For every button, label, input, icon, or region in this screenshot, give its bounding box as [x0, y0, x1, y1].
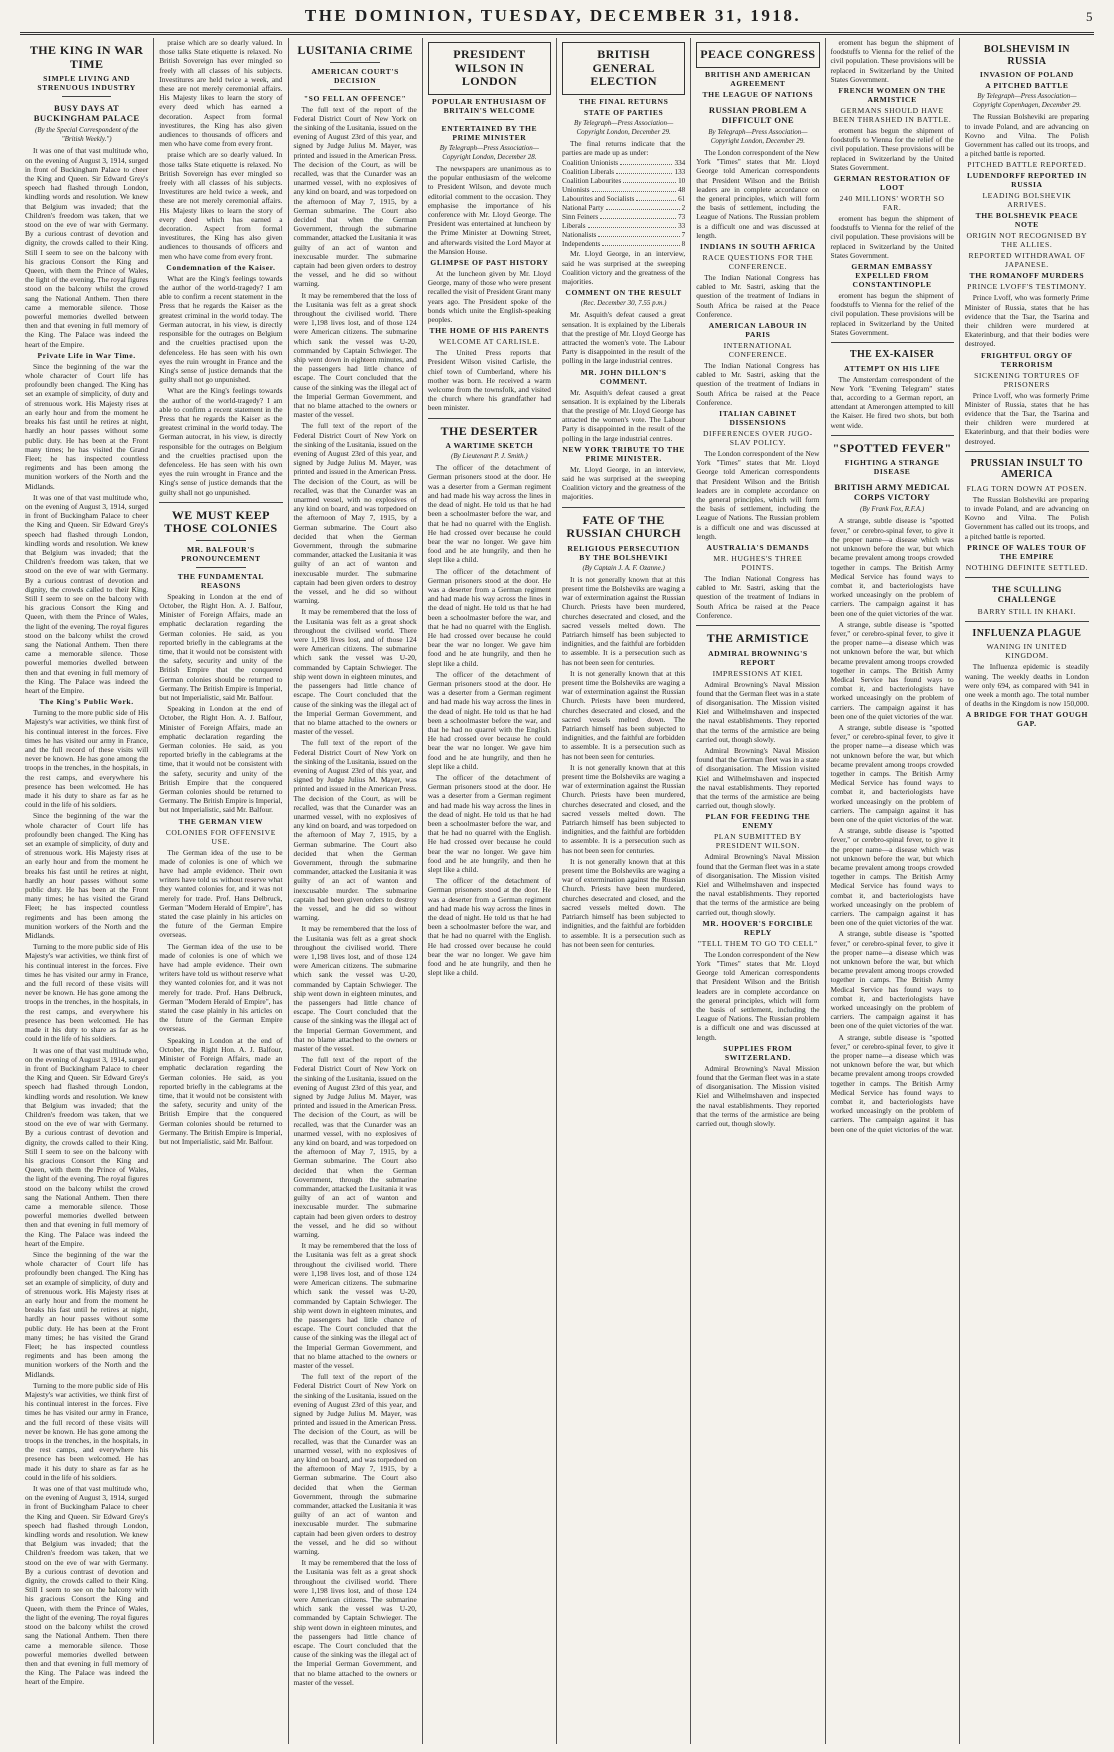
subhead: WELCOME AT CARLISLE. — [438, 337, 540, 347]
subhead: DIFFERENCES OVER JUGO-SLAV POLICY. — [702, 428, 813, 447]
dateline: By Telegraph—Press Association—Copyright London, December 29. — [573, 118, 674, 136]
section-heading: ATTEMPT ON HIS LIFE — [844, 363, 941, 373]
subhead: REPORTED WITHDRAWAL OF JAPANESE. — [968, 251, 1086, 270]
dateline: (Rec. December 30, 7.55 p.m.) — [580, 299, 667, 308]
divider — [330, 89, 379, 90]
article-body: The United Press reports that President Wilson visited Carlisle, the chief town of Cumberland, where his mother was born. He received a warm welcome from the townsfolk, and visited the church where his grandfather had been minister. — [427, 348, 551, 413]
party-seats: 73 — [678, 213, 686, 222]
headline-colonies: WE MUST KEEP THOSE COLONIES — [164, 507, 278, 536]
article-body: The final returns indicate that the parties are made up as under: — [562, 138, 686, 158]
article-body: Turning to the more public side of His Majesty's war activities, we think first of his continual interest in the forces. Five times he has visited our army in France, and the full record of these visits will never be known. He has gone among the troops in the trenches, in the hospitals, in the rest camps, and everywhere his presence has been welcomed. He has made it his duty to share as far as he could in the life of his soldiers. — [25, 942, 149, 1044]
article-body: The officer of the detachment of German prisoners stood at the door. He was a deserter from a German regiment and had made his way across the lines in the dead of night. He told us that he had been a schoolmaster before the war, and that he had no quarrel with the English. He had crossed over because he could bear the war no longer. We gave him food and he ate hungrily, and then he slept like a child. — [427, 876, 551, 978]
subhead: A BRIDGE FOR THAT GOUGH GAP. — [965, 710, 1088, 729]
article-body: It may be remembered that the loss of the Lusitania was felt as a great shock throughout the civilised world. There were 1,198 lives lost, and of those 124 were American citizens. The submarine which sank the vessel was U-20, commanded by Captain Schwieger. The ship went down in eighteen minutes, and the passengers had little chance of escape. The Court concluded that the cause of the sinking was the illegal act of the Imperial German Government, and that no blame attached to the owners or master of the vessel. — [293, 1558, 417, 1687]
dateline: (By Lieutenant P. J. Smith.) — [451, 452, 528, 461]
divider — [831, 435, 954, 436]
divider — [562, 507, 685, 508]
subhead: RACE QUESTIONS FOR THE CONFERENCE. — [702, 252, 814, 271]
divider — [428, 418, 551, 419]
leader-dots — [600, 213, 676, 219]
article-body: It is not generally known that at this present time the Bolsheviks are waging a war of extermination against the Russian Church. Priests have been murdered, churches desecrated and closed, and the sacred vessels melted down. The Patriarch himself has been subjected to indignities, and the faithful are forbidden to assemble. It is a persecution such as has not been seen for centuries. — [562, 762, 686, 855]
article-body: The London correspondent of the New York "Times" states that Mr. Lloyd George told American correspondents that President Wilson and the British leaders are in complete accordance on the general principles, which will form the basis of settlement, including the League of Nations. The Russian problem is a difficult one and was discussed at length. — [696, 448, 820, 541]
subhead: AUSTRALIA'S DEMANDS — [706, 543, 810, 552]
party-name: Coalition Unionists — [562, 159, 619, 168]
subhead: FRENCH WOMEN ON THE ARMISTICE — [838, 86, 946, 105]
article-body: The full text of the report of the Federal District Court of New York on the sinking of the Lusitania, issued on the evening of August 23rd of this year, and signed by Judge Julius M. Mayer, was printed and issued in the American Press. The decision of the Court, as will be recalled, was that the Cunarder was an unarmed vessel, with no explosives of any kind on board, and was torpedoed on the afternoon of May 7, 1915, by a German submarine. The Court also decided that when the German Government, through the submarine commander, attacked the Lusitania it was guilty of an act of wanton and inexcusable murder. The submarine captain had been given orders to destroy the vessel, and he did so without warning. — [293, 421, 417, 606]
divider — [196, 540, 245, 541]
party-seats: 61 — [678, 195, 686, 204]
columns — [20, 38, 1094, 1744]
article-body: It was one of that vast multitude who, on the evening of August 3, 1914, surged in front of Buckingham Palace to cheer the King and Queen. Sir Edward Grey's speech had flashed through London, kindling words and resolution. We knew that Belgium was invaded; that the Children's freedom was taken, that we stood on the eve of war with Germany. By a curious contrast of devotion and dignity, the crowds called to their King. Still I seem to see on the balcony with his gracious Consort the King and Queen, with them the Prince of Wales, the light of the evening. The royal figures stood on the balcony whilst the crowd sang the National Anthem. Then there came a memorable silence. Those powerful memories dwelled between then and that evening in full memory of the King. The Palace was indeed the heart of the Empire. — [25, 1045, 149, 1248]
article-body: The Influenza epidemic is steadily waning. The weekly deaths in London were only 694, as compared with 941 in one week a month ago. The total number of deaths in the Kingdom is now 150,000. — [964, 662, 1089, 709]
section-heading: BRITISH AND AMERICAN AGREEMENT — [705, 69, 811, 88]
subhead: ORIGIN NOT RECOGNISED BY THE ALLIES. — [966, 231, 1088, 250]
headline-prussian-insult: PRUSSIAN INSULT TO AMERICA — [970, 457, 1084, 481]
party-row — [562, 177, 685, 186]
subhead: PLAN SUBMITTED BY PRESIDENT WILSON. — [713, 832, 802, 851]
party-row — [562, 213, 685, 222]
masthead-rule — [20, 34, 1094, 35]
section-heading: IMPRESSIONS AT KIEL — [712, 668, 804, 678]
party-seats: 48 — [678, 186, 686, 195]
subhead: MR. HOOVER'S FORCIBLE REPLY — [702, 918, 814, 937]
article-body: The London correspondent of the New York "Times" states that Mr. Lloyd George told American correspondents that President Wilson and the British leaders are in complete accordance on the general principles, which will form the basis of settlement, including the League of Nations. The Russian problem is a difficult one and was discussed at length. — [696, 147, 820, 240]
section-heading: POPULAR ENTHUSIASM OF BRITAIN'S WELCOME — [432, 96, 547, 115]
section-heading: INVASION OF POLAND — [979, 70, 1074, 79]
subhead: NOTHING DEFINITE SETTLED. — [965, 562, 1089, 572]
subhead: PITCHED BATTLE REPORTED. — [967, 160, 1087, 170]
article-body: A strange, subtle disease is "spotted fever," or cerebro-spinal fever, to give it the proper name—a disease which was not unknown before the war, but which became prevalent among troops crowded together in camps. The British Army Medical Service has found ways to combat it, and bacteriologists have worked unceasingly on the problem of carriers. The campaign against it has been one of the quiet victories of the war. — [830, 619, 954, 721]
section-heading: BRITISH ARMY MEDICAL CORPS VICTORY — [834, 482, 950, 503]
subheadline: SIMPLE LIVING AND STRENUOUS INDUSTRY — [37, 74, 136, 92]
article-body: Speaking in London at the end of October, the Right Hon. A. J. Balfour, Minister of Foreign Affairs, made an emphatic declaration regarding the German colonies. He said, as you reported briefly in the cablegrams at the time, that it would not be consistent with the safety, security and unity of the British Empire that the conquered German colonies should be returned to Germany. The British Empire is Imperial, but not Imperialistic, said Mr. Balfour. — [159, 1035, 283, 1146]
divider — [159, 502, 282, 503]
article-body: The officer of the detachment of German prisoners stood at the door. He was a deserter from a German regiment and had made his way across the lines in the dead of night. He told us that he had been a schoolmaster before the war, and that he had no quarrel with the English. He had crossed over because he could bear the war no longer. We gave him food and he ate hungrily, and then he slept like a child. — [427, 463, 551, 565]
article-body: The London correspondent of the New York "Times" states that Mr. Lloyd George told American correspondents that President Wilson and the British leaders are in complete accordance on the general principles, which will form the basis of settlement, including the League of Nations. The Russian problem is a difficult one and was discussed at length. — [696, 949, 820, 1042]
article-body: Mr. Lloyd George, in an interview, said he was surprised at the sweeping Coalition victory and the greatness of the majorities. — [562, 249, 686, 286]
subhead: WANING IN UNITED KINGDOM. — [986, 642, 1068, 661]
article-body: Turning to the more public side of His Majesty's war activities, we think first of his continual interest in the forces. Five times he has visited our army in France, and the full record of these visits will never be known. He has gone among the troops in the trenches, in the hospitals, in the rest camps, and everywhere his presence has been welcomed. He has made it his duty to share as far as he could in the life of his soldiers. — [25, 1380, 149, 1482]
leader-dots — [598, 231, 679, 237]
article-body: Mr. Asquith's defeat caused a great sensation. It is explained by the Liberals that the prestige of Mr. Lloyd George has attracted the women's vote. The Labour Party is disappointed in the result of the polling in the large industrial centres. — [562, 387, 686, 443]
headline-election: BRITISH GENERAL ELECTION — [590, 47, 657, 88]
article-body: The full text of the report of the Federal District Court of New York on the sinking of the Lusitania, issued on the evening of August 23rd of this year, and signed by Judge Julius M. Mayer, was printed and issued in the American Press. The decision of the Court, as will be recalled, was that the Cunarder was an unarmed vessel, with no explosives of any kind on board, and was torpedoed on the afternoon of May 7, 1915, by a German submarine. The Court also decided that when the German Government, through the submarine commander, attacked the Lusitania it was guilty of an act of wanton and inexcusable murder. The submarine captain had been given orders to destroy the vessel, and he did so without warning. — [293, 1372, 417, 1556]
section-heading: RELIGIOUS PERSECUTION BY THE BOLSHEVIKI — [567, 543, 680, 562]
column-8 — [960, 38, 1094, 1744]
party-seats: 2 — [681, 204, 686, 213]
subhead: AMERICAN LABOUR IN PARIS — [708, 320, 807, 339]
article-body: The Indian National Congress has cabled to Mr. Sastri, asking that the question of the treatment of Indians in South Africa be raised at the Peace Conference. — [696, 360, 820, 407]
section-heading: RUSSIAN PROBLEM A DIFFICULT ONE — [708, 104, 807, 125]
section-heading: THE LEAGUE OF NATIONS — [702, 89, 814, 99]
divider — [465, 119, 514, 120]
column-5 — [557, 38, 691, 1744]
leader-dots — [592, 186, 677, 192]
subhead: GERMAN EMBASSY EXPELLED FROM CONSTANTINOPLE — [851, 262, 933, 290]
section-heading: AMERICAN COURT'S DECISION — [311, 66, 399, 85]
subhead: FRIGHTFUL ORGY OF TERRORISM — [980, 350, 1073, 369]
subhead: Private Life in War Time. — [37, 350, 136, 360]
party-seats: 334 — [674, 159, 686, 168]
column-6 — [691, 38, 825, 1744]
subhead: GERMAN RESTORATION OF LOOT — [833, 174, 951, 193]
column-3 — [289, 38, 423, 1744]
subhead: SUPPLIES FROM SWITZERLAND. — [723, 1043, 793, 1062]
article-body: The Indian National Congress has cabled to Mr. Sastri, asking that the question of the treatment of Indians in South Africa be raised at the Peace Conference. — [696, 272, 820, 319]
subhead: PRINCE OF WALES TOUR OF THE EMPIRE — [967, 542, 1087, 561]
article-body: Since the beginning of the war the whole character of Court life has profoundly been changed. The King has set an example of simplicity, of duty and of strenuous work. His Majesty rises at an early hour and from the moment he breaks his fast until he retires at night, hardly an hour passes without some public duty. He has been at the Front many times; he has visited the Grand Fleet; he has inspected countless regiments and has been among the munition workers of the North and the Midlands. — [25, 811, 149, 941]
subhead: INTERNATIONAL CONFERENCE. — [723, 340, 793, 359]
leader-dots — [636, 195, 676, 201]
leader-dots — [623, 177, 676, 183]
divider — [965, 451, 1089, 452]
headline-lusitania: LUSITANIA CRIME — [297, 43, 413, 57]
article-body: The officer of the detachment of German prisoners stood at the door. He was a deserter from a German regiment and had made his way across the lines in the dead of night. He told us that he had been a schoolmaster before the war, and that he had no quarrel with the English. He had crossed over because he could bear the war no longer. We gave him food and he ate hungrily, and then he slept like a child. — [427, 566, 551, 668]
article-body: Mr. Asquith's defeat caused a great sensation. It is explained by the Liberals that the prestige of Mr. Lloyd George has attracted the women's vote. The Labour Party is disappointed in the result of the polling in the large industrial centres. — [562, 310, 686, 366]
headline-armistice: THE ARMISTICE — [706, 631, 809, 646]
subhead: COMMENT ON THE RESULT — [565, 288, 682, 298]
column-1 — [20, 38, 154, 1744]
article-body: It may be remembered that the loss of the Lusitania was felt as a great shock throughout the civilised world. There were 1,198 lives lost, and of those 124 were American citizens. The submarine which sank the vessel was U-20, commanded by Captain Schwieger. The ship went down in eighteen minutes, and the passengers had little chance of escape. The Court concluded that the cause of the sinking was the illegal act of the Imperial German Government, and that no blame attached to the owners or master of the vessel. — [293, 607, 417, 737]
article-body: Speaking in London at the end of October, the Right Hon. A. J. Balfour, Minister of Foreign Affairs, made an emphatic declaration regarding the German colonies. He said, as you reported briefly in the cablegrams at the time, that it would not be consistent with the safety, security and unity of the British Empire that the conquered German colonies should be returned to Germany. The British Empire is Imperial, but not Imperialistic, said Mr. Balfour. — [159, 591, 283, 702]
subhead: BARRY STILL IN KHAKI. — [977, 606, 1077, 616]
party-row — [562, 159, 685, 168]
section-heading: BUSY DAYS AT BUCKINGHAM PALACE — [33, 103, 140, 123]
dateline: By Telegraph—Press Association—Copyright London, December 28. — [439, 143, 540, 161]
section-heading: STATE OF PARTIES — [583, 107, 664, 117]
party-row — [562, 240, 685, 249]
article-body: Since the beginning of the war the whole character of Court life has profoundly been changed. The King has set an example of simplicity, of duty and of strenuous work. His Majesty rises at an early hour and from the moment he breaks his fast until he retires at night, hardly an hour passes without some public duty. He has been at the Front many times; he has visited the Grand Fleet; he has inspected countless regiments and has been among the munition workers of the North and the Midlands. — [25, 1249, 149, 1379]
article-body: eroment has begun the shipment of foodstuffs to Vienna for the relief of the civil population. These provisions will be replaced in Switzerland by the United States Government. — [830, 214, 954, 260]
headline-deserter: THE DESERTER — [440, 423, 539, 438]
article-body: A strange, subtle disease is "spotted fever," or cerebro-spinal fever, to give it the proper name—a disease which was not unknown before the war, but which became prevalent among troops crowded together in camps. The British Army Medical Service has found ways to combat it, and bacteriologists have worked unceasingly on the problem of carriers. The campaign against it has been one of the quiet victories of the war. — [830, 722, 954, 824]
subhead: MR. HUGHES'S THREE POINTS. — [713, 554, 803, 572]
article-body: Prince Lvoff, who was formerly Prime Minister of Russia, states that he has evidence that the Tsar, the Tsarina and their children were murdered at Ekaterinburg, and that their bodies were destroyed. — [964, 293, 1089, 349]
subhead: PRINCE LVOFF'S TESTIMONY. — [967, 282, 1087, 292]
subhead: Condemnation of the Kaiser. — [166, 262, 276, 272]
section-heading: ADMIRAL BROWNING'S REPORT — [708, 648, 808, 667]
leader-dots — [616, 168, 672, 174]
article-body: What are the King's feelings towards the author of the world-tragedy? I am able to confirm a recent statement in the Press that he regards the Kaiser as the greatest criminal in the world today. The German autocrat, in his view, is directly responsible for the outrages on Belgium and the cruelties practised upon the defenceless. He has seen with his own eyes the ruin wrought in France and the King's sense of justice demands that the guilty shall not go unpunished. — [159, 386, 283, 497]
subhead: GLIMPSE OF PAST HISTORY — [430, 257, 549, 267]
article-body: The Amsterdam correspondent of the New York "Evening Telegram" states that, according to a German report, an attendant at Amerongen attempted to kill the Kaiser. He fired two shots, but both went wide. — [830, 374, 954, 430]
party-name: Nationalists — [562, 231, 597, 240]
article-body: praise which are so dearly valued. In those talks State etiquette is relaxed. No British Sovereign has ever mingled so freely with all classes of his subjects. Investitures are held twice a week, and these are not merely ceremonial affairs. His Majesty likes to learn the story of every deed which has earned a decoration. Aspect from formal investitures, the King has also given audiences to thousands of officers and men who have come from every front. — [159, 38, 283, 149]
party-name: Sinn Feiners — [562, 213, 599, 222]
article-body: eroment has begun the shipment of foodstuffs to Vienna for the relief of the civil population. These provisions will be replaced in Switzerland by the United States Government. — [830, 38, 954, 84]
party-seats: 8 — [681, 240, 686, 249]
dateline: By Telegraph—Press Association—Copyright London, December 29. — [708, 127, 808, 145]
section-heading: THE FUNDAMENTAL REASONS — [177, 571, 265, 590]
divider — [965, 577, 1089, 578]
subhead: THE GERMAN VIEW — [178, 816, 264, 826]
subhead: LUDENDORFF REPORTED IN RUSSIA — [966, 171, 1087, 190]
article-body: praise which are so dearly valued. In those talks State etiquette is relaxed. No British Sovereign has ever mingled so freely with all classes of his subjects. Investitures are held twice a week, and these are not merely ceremonial affairs. His Majesty likes to learn the story of every deed which has earned a decoration. Aspect from formal investitures, the King has also given audiences to thousands of officers and men who have come from every front. — [159, 150, 283, 261]
leader-dots — [602, 240, 679, 246]
subhead: COLONIES FOR OFFENSIVE USE. — [165, 827, 276, 846]
headline-wilson: PRESIDENT WILSON IN LONDON — [453, 47, 526, 88]
article-body: A strange, subtle disease is "spotted fever," or cerebro-spinal fever, to give it the proper name—a disease which was not unknown before the war, but which became prevalent among troops crowded together in camps. The British Army Medical Service has found ways to combat it, and bacteriologists have worked unceasingly on the problem of carriers. The campaign against it has been one of the quiet victories of the war. — [830, 516, 954, 618]
headline-box — [428, 42, 551, 95]
article-body: It is not generally known that at this present time the Bolsheviks are waging a war of extermination against the Russian Church. Priests have been murdered, churches desecrated and closed, and the sacred vessels melted down. The Patriarch himself has been subjected to indignities, and the faithful are forbidden to assemble. It is a persecution such as has not been seen for centuries. — [562, 856, 686, 949]
party-row — [562, 168, 685, 177]
article-body: The officer of the detachment of German prisoners stood at the door. He was a deserter from a German regiment and had made his way across the lines in the dead of night. He told us that he had been a schoolmaster before the war, and that he had no quarrel with the English. He had crossed over because he could bear the war no longer. We gave him food and he ate hungrily, and then he slept like a child. — [427, 772, 551, 875]
section-heading: FIGHTING A STRANGE DISEASE — [844, 458, 940, 477]
divider — [330, 62, 379, 63]
headline-ex-kaiser: THE EX-KAISER — [849, 349, 935, 361]
divider — [831, 342, 954, 343]
headline-box — [696, 42, 819, 68]
subhead: THE ROMANOFF MURDERS — [969, 271, 1085, 281]
article-body: A strange, subtle disease is "spotted fever," or cerebro-spinal fever, to give it the proper name—a disease which was not unknown before the war, but which became prevalent among troops crowded together in camps. The British Army Medical Service has found ways to combat it, and bacteriologists have worked unceasingly on the problem of carriers. The campaign against it has been one of the quiet victories of the war. — [830, 929, 954, 1031]
article-body: Speaking in London at the end of October, the Right Hon. A. J. Balfour, Minister of Foreign Affairs, made an emphatic declaration regarding the German colonies. He said, as you reported briefly in the cablegrams at the time, that it would not be consistent with the safety, security and unity of the British Empire that the conquered German colonies should be returned to Germany. The British Empire is Imperial, but not Imperialistic, said Mr. Balfour. — [159, 704, 283, 815]
section-heading: MR. BALFOUR'S PRONOUNCEMENT — [181, 544, 261, 563]
article-body: The full text of the report of the Federal District Court of New York on the sinking of the Lusitania, issued on the evening of August 23rd of this year, and signed by Judge Julius M. Mayer, was printed and issued in the American Press. The decision of the Court, as will be recalled, was that the Cunarder was an unarmed vessel, with no explosives of any kind on board, and was torpedoed on the afternoon of May 7, 1915, by a German submarine. The Court also decided that when the German Government, through the submarine commander, attacked the Lusitania it was guilty of an act of wanton and inexcusable murder. The submarine captain had been given orders to destroy the vessel, and he did so without warning. — [293, 738, 417, 923]
subhead: 240 MILLIONS' WORTH SO FAR. — [839, 194, 945, 213]
article-body: A strange, subtle disease is "spotted fever," or cerebro-spinal fever, to give it the proper name—a disease which was not unknown before the war, but which became prevalent among troops crowded together in camps. The British Army Medical Service has found ways to combat it, and bacteriologists have worked unceasingly on the problem of carriers. The campaign against it has been one of the quiet victories of the war. — [830, 826, 954, 928]
article-body: It is not generally known that at this present time the Bolsheviks are waging a war of extermination against the Russian Church. Priests have been murdered, churches desecrated and closed, and the sacred vessels melted down. The Patriarch himself has been subjected to indignities, and the faithful are forbidden to assemble. It is a persecution such as has not been seen for centuries. — [562, 574, 686, 667]
party-seats: 7 — [681, 231, 686, 240]
divider — [696, 625, 819, 626]
article-body: The full text of the report of the Federal District Court of New York on the sinking of the Lusitania, issued on the evening of August 23rd of this year, and signed by Judge Julius M. Mayer, was printed and issued in the American Press. The decision of the Court, as will be recalled, was that the Cunarder was an unarmed vessel, with no explosives of any kind on board, and was torpedoed on the afternoon of May 7, 1915, by a German submarine. The Court also decided that when the German Government, through the submarine commander, attacked the Lusitania it was guilty of an act of wanton and inexcusable murder. The submarine captain had been given orders to destroy the vessel, and he did so without warning. — [293, 1055, 417, 1240]
party-name: Unionists — [562, 186, 590, 195]
subhead: LEADING BOLSHEVIK ARRIVES. — [982, 191, 1072, 210]
article-body: Turning to the more public side of His Majesty's war activities, we think first of his continual interest in the forces. Five times he has visited our army in France, and the full record of these visits will never be known. He has gone among the troops in the trenches, in the hospitals, in the rest camps, and everywhere his presence has been welcomed. He has made it his duty to share as far as he could in the life of his soldiers. — [25, 708, 149, 810]
party-row — [562, 231, 685, 240]
divider — [62, 96, 111, 97]
article-body: It is not generally known that at this present time the Bolsheviks are waging a war of extermination against the Russian Church. Priests have been murdered, churches desecrated and closed, and the sacred vessels melted down. The Patriarch himself has been subjected to indignities, and the faithful are forbidden to assemble. It is a persecution such as has not been seen for centuries. — [562, 668, 686, 761]
headline-sculling: THE SCULLING CHALLENGE — [991, 583, 1062, 604]
masthead-title: THE DOMINION, TUESDAY, DECEMBER 31, 1918. — [304, 6, 802, 25]
divider — [965, 621, 1089, 622]
section-heading: "SO FELL AN OFFENCE" — [303, 93, 407, 103]
subhead: FLAG TORN DOWN AT POSEN. — [966, 483, 1088, 493]
leader-dots — [588, 222, 677, 228]
article-body: It was one of that vast multitude who, on the evening of August 3, 1914, surged in front of Buckingham Palace to cheer the King and Queen. Sir Edward Grey's speech had flashed through London, kindling words and resolution. We knew that Belgium was invaded; that the Children's freedom was taken, that we stood on the eve of war with Germany. By a curious contrast of devotion and dignity, the crowds called to their King. Still I seem to see on the balcony with his gracious Consort the King and Queen, with them the Prince of Wales, the light of the evening. The royal figures stood on the balcony whilst the crowd sang the National Anthem. Then there came a memorable silence. Those powerful memories dwelled between then and that evening in full memory of the King. The Palace was indeed the heart of the Empire. — [25, 1484, 149, 1687]
article-body: The German idea of the use to be made of colonies is one of which we have had ample evidence. Their own writers have told us without reserve what they wanted colonies for, and it was not merely for trade. Prof. Hans Delbruck, German "Modern Herald of Empire", has stated the case plainly in his articles on the future of the German Empire overseas. — [159, 847, 283, 940]
headline-bolshevism: BOLSHEVISM IN RUSSIA — [983, 44, 1070, 67]
dateline: (By Captain J. A. F. Ozanne.) — [582, 563, 665, 572]
article-body: It was one of that vast multitude who, on the evening of August 3, 1914, surged in front of Buckingham Palace to cheer the King and Queen. Sir Edward Grey's speech had flashed through London, kindling words and resolution. We knew that Belgium was invaded; that the Children's freedom was taken, that we stood on the eve of war with Germany. By a curious contrast of devotion and dignity, the crowds called to their King. Still I seem to see on the balcony with his gracious Consort the King and Queen, with them the Prince of Wales, the light of the evening. The royal figures stood on the balcony whilst the crowd sang the National Anthem. Then there came a memorable silence. Those powerful memories dwelled between then and that evening in full memory of the King. The Palace was indeed the heart of the Empire. — [25, 492, 149, 695]
dateline: By Telegraph—Press Association—Copyright Copenhagen, December 29. — [972, 92, 1082, 110]
page-number: 5 — [1086, 9, 1094, 24]
column-2 — [154, 38, 288, 1744]
subhead: GERMANS SHOULD HAVE BEEN THRASHED IN BATTLE. — [832, 106, 952, 125]
article-body: Admiral Browning's Naval Mission found that the German fleet was in a state of disorganisation. The Mission visited Kiel and Wilhelmshaven and inspected the naval establishments. They reported that the terms of the armistice are being carried out, though slowly. — [696, 852, 820, 917]
section-heading: ENTERTAINED BY THE PRIME MINISTER — [441, 123, 538, 142]
party-name: Liberals — [562, 222, 586, 231]
headline-russian-church: FATE OF THE RUSSIAN CHURCH — [566, 512, 681, 541]
article-body: eroment has begun the shipment of foodstuffs to Vienna for the relief of the civil population. These provisions will be replaced in Switzerland by the United States Government. — [830, 126, 954, 172]
article-body: The German idea of the use to be made of colonies is one of which we have had ample evidence. Their own writers have told us without reserve what they wanted colonies for, and it was not merely for trade. Prof. Hans Delbruck, German "Modern Herald of Empire", has stated the case plainly in his articles on the future of the German Empire overseas. — [159, 941, 283, 1034]
section-heading: THE FINAL RETURNS — [578, 96, 669, 106]
masthead — [20, 6, 1094, 33]
party-table — [562, 159, 685, 249]
article-body: What are the King's feelings towards the author of the world-tragedy? I am able to confirm a recent statement in the Press that he regards the Kaiser as the greatest criminal in the world today. The German autocrat, in his view, is directly responsible for the outrages on Belgium and the cruelties practised upon the defenceless. He has seen with his own eyes the ruin wrought in France and the King's sense of justice demands that the guilty shall not go unpunished. — [159, 273, 283, 385]
article-body: Since the beginning of the war the whole character of Court life has profoundly been changed. The King has set an example of simplicity, of duty and of strenuous work. His Majesty rises at an early hour and from the moment he breaks his fast until he retires at night, hardly an hour passes without some public duty. He has been at the Front many times; he has visited the Grand Fleet; he has inspected countless regiments and has been among the munition workers of the North and the Midlands. — [25, 361, 149, 491]
article-body: It may be remembered that the loss of the Lusitania was felt as a great shock throughout the civilised world. There were 1,198 lives lost, and of those 124 were American citizens. The submarine which sank the vessel was U-20, commanded by Captain Schwieger. The ship went down in eighteen minutes, and the passengers had little chance of escape. The Court concluded that the cause of the sinking was the illegal act of the Imperial German Government, and that no blame attached to the owners or master of the vessel. — [293, 1241, 417, 1370]
article-body: A strange, subtle disease is "spotted fever," or cerebro-spinal fever, to give it the proper name—a disease which was not unknown before the war, but which became prevalent among troops crowded together in camps. The British Army Medical Service has found ways to combat it, and bacteriologists have worked unceasingly on the problem of carriers. The campaign against it has been one of the quiet victories of the war. — [830, 1032, 954, 1134]
column-7 — [826, 38, 960, 1744]
headline-king-in-war-time: THE KING IN WAR TIME — [29, 43, 144, 71]
article-body: It was one of that vast multitude who, on the evening of August 3, 1914, surged in front of Buckingham Palace to cheer the King and Queen. Sir Edward Grey's speech had flashed through London, kindling words and resolution. We knew that Belgium was invaded; that the Children's freedom was taken, that we stood on the eve of war with Germany. By a curious contrast of devotion and dignity, the crowds called to their King. Still I seem to see on the balcony with his gracious Consort the King and Queen, with them the Prince of Wales, the light of the evening. The royal figures stood on the balcony whilst the crowd sang the National Anthem. Then there came a memorable silence. Those powerful memories dwelled between then and that evening in full memory of the King. The Palace was indeed the heart of the Empire. — [25, 146, 149, 349]
article-body: Admiral Browning's Naval Mission found that the German fleet was in a state of disorganisation. The Mission visited Kiel and Wilhelmshaven and inspected the naval establishments. They reported that the terms of the armistice are being carried out, though slowly. — [696, 679, 820, 744]
subhead: ITALIAN CABINET DISSENSIONS — [719, 408, 797, 427]
divider — [196, 567, 245, 568]
subhead: MR. JOHN DILLON'S COMMENT. — [580, 367, 667, 386]
article-body: The Russian Bolsheviki are preparing to invade Poland, and are advancing on Kovno and Vilna. The Polish Government has called out its troops, and a pitched battle is reported. — [964, 494, 1089, 541]
subhead: The King's Public Work. — [39, 697, 134, 707]
subhead: THE HOME OF HIS PARENTS — [429, 326, 550, 336]
party-name: Coalition Liberals — [562, 168, 615, 177]
dateline: (By the Special Correspondent of the "British Weekly.") — [34, 126, 139, 144]
dateline: (By Frank Fox, R.F.A.) — [860, 505, 925, 514]
leader-dots — [620, 159, 672, 165]
party-seats: 10 — [678, 177, 686, 186]
column-4 — [423, 38, 557, 1744]
headline-spotted-fever: "SPOTTED FEVER" — [832, 440, 952, 455]
article-body: It may be remembered that the loss of the Lusitania was felt as a great shock throughout the civilised world. There were 1,198 lives lost, and of those 124 were American citizens. The submarine which sank the vessel was U-20, commanded by Captain Schwieger. The ship went down in eighteen minutes, and the passengers had little chance of escape. The Court concluded that the cause of the sinking was the illegal act of the Imperial German Government, and that no blame attached to the owners or master of the vessel. — [293, 924, 417, 1054]
headline-influenza: INFLUENZA PLAGUE — [972, 627, 1082, 639]
subhead: "TELL THEM TO GO TO CELL" — [697, 938, 818, 948]
party-name: National Party — [562, 204, 604, 213]
party-row — [562, 195, 685, 204]
article-body: The Indian National Congress has cabled to Mr. Sastri, asking that the question of the treatment of Indians in South Africa be raised at the Peace Conference. — [696, 574, 820, 620]
party-row — [562, 186, 685, 195]
subhead: THE BOLSHEVIK PEACE NOTE — [975, 211, 1079, 230]
article-body: The Russian Bolsheviki are preparing to invade Poland, and are advancing on Kovno and Vilna. The Polish Government has called out its troops, and a pitched battle is reported. — [964, 112, 1089, 159]
party-name: Independents — [562, 240, 601, 249]
leader-dots — [606, 204, 680, 210]
party-name: Labourites and Socialists — [562, 195, 635, 204]
article-body: The officer of the detachment of German prisoners stood at the door. He was a deserter from a German regiment and had made his way across the lines in the dead of night. He told us that he had been a schoolmaster before the war, and that he had no quarrel with the English. He had crossed over because he could bear the war no longer. We gave him food and he ate hungrily, and then he slept like a child. — [427, 669, 551, 771]
article-body: The newspapers are unanimous as to the popular enthusiasm of the welcome to President Wilson, and devote much editorial comment to the occasion. They emphasise the importance of his conference with Mr. Lloyd George. The President was entertained at luncheon by the Prime Minister at Downing Street, and afterwards visited the Lord Mayor at the Mansion House. — [427, 163, 551, 256]
party-seats: 133 — [674, 168, 686, 177]
party-seats: 33 — [678, 222, 686, 231]
article-body: Mr. Lloyd George, in an interview, said he was surprised at the sweeping Coalition victory and the greatness of the majorities. — [562, 464, 686, 502]
subhead: INDIANS IN SOUTH AFRICA — [700, 241, 816, 251]
headline-peace-congress: PEACE CONGRESS — [700, 47, 816, 61]
article-body: Admiral Browning's Naval Mission found that the German fleet was in a state of disorganisation. The Mission visited Kiel and Wilhelmshaven and inspected the naval establishments. They reported that the terms of the armistice are being carried out, though slowly. — [696, 745, 820, 811]
party-row — [562, 222, 685, 231]
article-body: The full text of the report of the Federal District Court of New York on the sinking of the Lusitania, issued on the evening of August 23rd of this year, and signed by Judge Julius M. Mayer, was printed and issued in the American Press. The decision of the Court, as will be recalled, was that the Cunarder was an unarmed vessel, with no explosives of any kind on board, and was torpedoed on the afternoon of May 7, 1915, by a German submarine. The Court also decided that when the German Government, through the submarine commander, attacked the Lusitania it was guilty of an act of wanton and inexcusable murder. The submarine captain had been given orders to destroy the vessel, and he did so without warning. — [293, 104, 417, 289]
article-body: eroment has begun the shipment of foodstuffs to Vienna for the relief of the civil population. These provisions will be replaced in Switzerland by the United States Government. — [830, 291, 954, 337]
article-body: At the luncheon given by Mr. Lloyd George, many of those who were present recalled the visit of President Grant many years ago. The President spoke of the bonds which unite the English-speaking peoples. — [427, 268, 551, 324]
party-name: Coalition Labourites — [562, 177, 622, 186]
subhead: PLAN FOR FEEDING THE ENEMY — [705, 812, 811, 831]
article-body: It may be remembered that the loss of the Lusitania was felt as a great shock throughout the civilised world. There were 1,198 lives lost, and of those 124 were American citizens. The submarine which sank the vessel was U-20, commanded by Captain Schwieger. The ship went down in eighteen minutes, and the passengers had little chance of escape. The Court concluded that the cause of the sinking was the illegal act of the Imperial German Government, and that no blame attached to the owners or master of the vessel. — [293, 290, 417, 420]
article-body: Prince Lvoff, who was formerly Prime Minister of Russia, states that he has evidence that the Tsar, the Tsarina and their children were murdered at Ekaterinburg, and that their bodies were destroyed. — [964, 390, 1089, 446]
subhead: NEW YORK TRIBUTE TO THE PRIME MINISTER. — [562, 444, 685, 463]
section-heading: A WARTIME SKETCH — [445, 441, 534, 451]
party-row — [562, 204, 685, 213]
headline-box — [562, 42, 685, 95]
subhead: SICKENING TORTURES OF PRISONERS — [974, 370, 1080, 389]
section-heading: A PITCHED BATTLE — [985, 81, 1069, 90]
article-body: Admiral Browning's Naval Mission found that the German fleet was in a state of disorganisation. The Mission visited Kiel and Wilhelmshaven and inspected the naval establishments. They reported that the terms of the armistice are being carried out, though slowly. — [696, 1063, 820, 1129]
